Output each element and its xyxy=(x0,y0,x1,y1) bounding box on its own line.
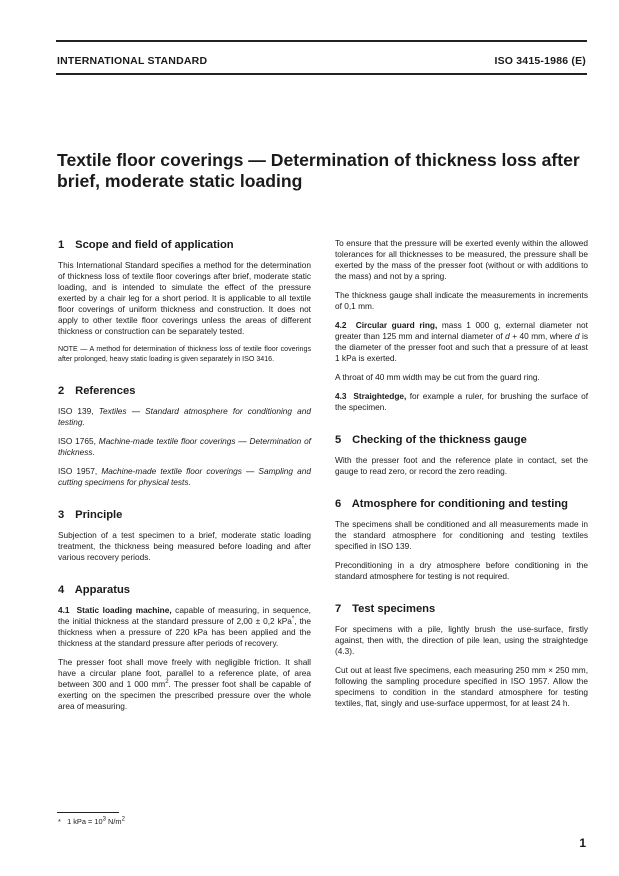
footnote xyxy=(58,817,125,826)
section-5-heading xyxy=(335,433,588,447)
presser-foot-paragraph xyxy=(58,657,311,712)
reference-title: Machine-made textile floor coverings — Determination of thickness. xyxy=(58,436,311,458)
section-title: Principle xyxy=(75,509,123,522)
header-standard-number: ISO 3415-1986 (E) xyxy=(494,55,586,67)
clause-text: mass 1 000 g, external diameter not greater than 125 mm and internal diameter of xyxy=(335,320,588,341)
clause-text: capable of measuring, in sequence, the initial thickness at the standard pressure of 2,00 ± 0,2 kPa xyxy=(58,605,311,627)
reference-iso-1957 xyxy=(58,466,311,488)
section-1-heading xyxy=(58,238,311,252)
guard-ring-throat-paragraph: A throat of 40 mm width may be cut from the guard ring. xyxy=(335,372,540,382)
superscript: 2 xyxy=(165,679,169,686)
clause-4-2 xyxy=(335,320,588,364)
section-number: 3 xyxy=(58,509,65,522)
footnote-marker: * xyxy=(291,616,295,623)
left-column xyxy=(58,238,311,720)
superscript: 3 xyxy=(102,816,106,823)
header-standard-label: INTERNATIONAL STANDARD xyxy=(57,55,208,67)
section-number: 4 xyxy=(58,584,65,597)
clause-text: for example a ruler, for brushing the surface of the specimen. xyxy=(335,391,589,412)
reference-iso-1765 xyxy=(58,436,311,458)
section-4-heading xyxy=(58,583,311,597)
variable-d: d xyxy=(505,331,510,341)
variable-d: d xyxy=(574,331,580,341)
clause-title: Static loading machine, xyxy=(76,605,172,616)
clause-number: 4.3 xyxy=(335,391,347,401)
scope-note: NOTE — A method for determination of thickness loss of textile floor coverings after prolonged, heavy static loading is given separately in ISO 3416. xyxy=(58,345,311,363)
clause-number: 4.1 xyxy=(58,605,70,616)
cutting-paragraph: Cut out at least five specimens, each measuring 250 mm × 250 mm, following the sampling procedure specified in ISO 1957. Allow the specimens to condition in the standard atmosphere for testing textiles, flat, singly and use-surface uppermost, for at least 24 h. xyxy=(335,665,588,708)
footnote-unit: N/m xyxy=(108,817,122,826)
section-title: References xyxy=(75,385,136,398)
clause-number: 4.2 xyxy=(335,320,347,330)
section-title: Test specimens xyxy=(352,603,436,615)
footnote-marker: * xyxy=(58,817,61,826)
clause-4-1 xyxy=(58,605,311,649)
section-title: Checking of the thickness gauge xyxy=(352,434,527,446)
section-6-heading xyxy=(335,497,588,511)
paragraph-text: The presser foot shall move freely with negligible friction. It shall have a circular plane foot, parallel to a reference plate, of area between 300 and 1 000 mm xyxy=(58,657,311,690)
conditioning-paragraph: The specimens shall be conditioned and all measurements made in the standard atmosphere for conditioning and testing textiles specified in ISO 139. xyxy=(335,519,588,551)
reference-code: ISO 1957, xyxy=(58,466,98,477)
section-number: 2 xyxy=(58,385,65,398)
reference-title: Textiles — Standard atmosphere for conditioning and testing. xyxy=(58,406,312,428)
section-title: Scope and field of application xyxy=(75,239,234,251)
section-title: Atmosphere for conditioning and testing xyxy=(351,498,568,510)
section-number: 6 xyxy=(335,498,342,510)
section-title: Apparatus xyxy=(74,584,131,597)
reference-iso-139 xyxy=(58,406,311,428)
clause-text: + 40 mm, where xyxy=(512,331,573,341)
scope-paragraph: This International Standard specifies a method for the determination of thickness loss of textile floor coverings after brief, moderate static loading, and is intended to simulate the effect of the pressure exerted by a chair leg for a short period. It is applicable to all textile floor coverings of uniform thickness and construction. It does not apply to other textile floor coverings unless the areas of different thickness or construction can be separately tested. xyxy=(58,260,311,336)
header-top-rule xyxy=(56,40,587,42)
pressure-paragraph: To ensure that the pressure will be exerted evenly within the allowed tolerances for all thicknesses to be measured, the pressure shall be exerted by the mass of the presser foot (without or with additions to the mass) and not by a spring. xyxy=(335,238,588,281)
clause-title: Circular guard ring, xyxy=(355,320,438,330)
clause-text: , the thickness when a pressure of 220 kPa has been applied and the thickness at the standard pressure after periods of recovery. xyxy=(58,616,311,649)
gauge-check-paragraph: With the presser foot and the reference plate in contact, set the gauge to read zero, or record the zero reading. xyxy=(335,455,588,476)
clause-text: is the diameter of the presser foot and such that a pressure of at least 1 kPa is exerted. xyxy=(335,331,588,363)
clause-4-3 xyxy=(335,391,588,413)
section-number: 7 xyxy=(335,603,342,615)
section-3-heading xyxy=(58,508,311,522)
gauge-increment-paragraph: The thickness gauge shall indicate the measurements in increments of 0,1 mm. xyxy=(335,290,588,311)
section-number: 1 xyxy=(58,239,65,251)
brushing-paragraph: For specimens with a pile, lightly brush the use-surface, firstly against, then with, the direction of pile lean, using the straightedge (4.3). xyxy=(335,624,588,656)
right-column xyxy=(335,238,588,717)
footnote-text: 1 kPa = 10 xyxy=(67,817,103,826)
superscript: 2 xyxy=(121,816,125,823)
preconditioning-paragraph: Preconditioning in a dry atmosphere before conditioning in the standard atmosphere for testing is not required. xyxy=(335,560,588,581)
paragraph-text: . The presser foot shall be capable of exerting on the specimen the prescribed pressure over the whole area of measuring. xyxy=(58,679,311,712)
section-2-heading xyxy=(58,384,311,398)
section-7-heading xyxy=(335,602,588,616)
reference-title: Machine-made textile floor coverings — Sampling and cutting specimens for physical tests. xyxy=(58,466,311,488)
page-number: 1 xyxy=(579,836,586,850)
document-title: Textile floor coverings — Determination of thickness loss after brief, moderate static loading xyxy=(57,150,580,191)
principle-paragraph: Subjection of a test specimen to a brief, moderate static loading treatment, the thickness being measured before loading and after various recovery periods. xyxy=(58,530,311,563)
reference-code: ISO 139, xyxy=(58,406,94,417)
header-bottom-rule xyxy=(56,73,587,75)
clause-title: Straightedge, xyxy=(353,391,407,401)
footnote-rule xyxy=(57,812,119,813)
section-number: 5 xyxy=(335,434,342,446)
reference-code: ISO 1765, xyxy=(58,436,96,447)
